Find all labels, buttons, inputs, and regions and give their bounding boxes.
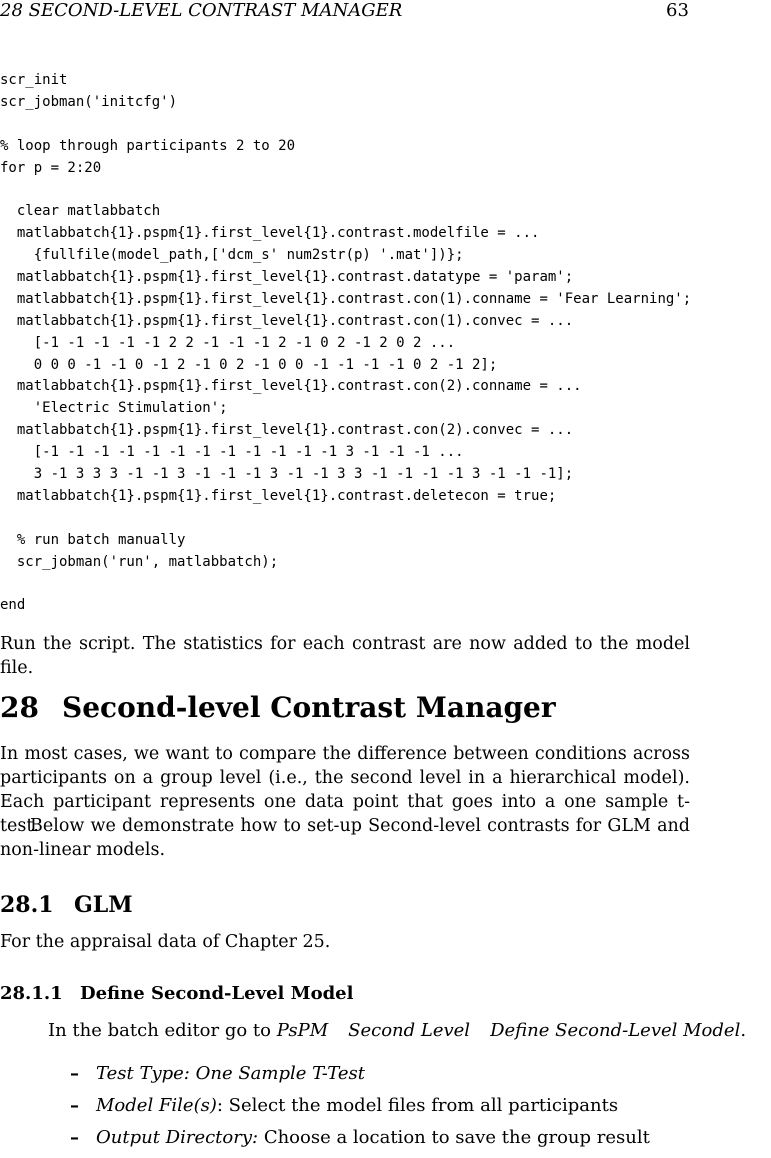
glm-paragraph: For the appraisal data of Chapter 25.	[0, 932, 331, 952]
page-number: 63	[666, 0, 689, 21]
list-item	[70, 1062, 650, 1094]
batch-nav-prefix: In the batch editor go to	[48, 1020, 277, 1041]
subsection-number: 28.1	[0, 892, 54, 918]
subsubsection-number: 28.1.1	[0, 983, 63, 1004]
code-line: 0 0 0 -1 -1 0 -1 2 -1 0 2 -1 0 0 -1 -1 -1 -1 0 2 -1 2];	[0, 356, 498, 373]
running-head: 28 SECOND-LEVEL CONTRAST MANAGER	[0, 0, 403, 21]
intro-paragraph: In most cases, we want to compare the difference between conditions across participants on a group level (i.e., the second level in a hierarchical model). Each participant represents one data point that goes into a one sample t-test.	[0, 744, 690, 836]
option-text: : Select the model files from all participants	[216, 1095, 619, 1116]
code-line: scr_jobman('initcfg')	[0, 93, 178, 110]
code-line: matlabbatch{1}.pspm{1}.first_level{1}.contrast.datatype = 'param';	[0, 269, 574, 286]
running-header	[0, 0, 771, 24]
code-line: [-1 -1 -1 -1 -1 -1 -1 -1 -1 -1 -1 -1 3 -1 -1 -1 ...	[0, 444, 464, 461]
menu-path-second-level: Second Level	[348, 1020, 471, 1041]
code-line: for p = 2:20	[0, 159, 102, 176]
option-label: Model File(s)	[96, 1095, 217, 1116]
option-text: Choose a location to save the group result	[258, 1127, 650, 1148]
matlab-code-block	[0, 70, 691, 617]
code-line	[0, 573, 691, 595]
section-number: 28	[0, 691, 39, 724]
code-line: matlabbatch{1}.pspm{1}.first_level{1}.contrast.con(1).conname = 'Fear Learning';	[0, 290, 692, 307]
code-line: {fullfile(model_path,['dcm_s' num2str(p) '.mat'])};	[0, 247, 464, 264]
code-line: clear matlabbatch	[0, 203, 161, 220]
code-line: matlabbatch{1}.pspm{1}.first_level{1}.contrast.modelfile = ...	[0, 225, 540, 242]
code-line: matlabbatch{1}.pspm{1}.first_level{1}.contrast.con(2).conname = ...	[0, 378, 582, 395]
list-item	[70, 1094, 650, 1126]
option-label: Test Type: One Sample T-Test	[96, 1063, 365, 1084]
batch-editor-path	[48, 1019, 746, 1043]
dash-bullet: –	[70, 1063, 79, 1084]
subsubsection-heading	[0, 982, 353, 1006]
code-line	[0, 179, 691, 201]
code-line	[0, 114, 691, 136]
code-line: % loop through participants 2 to 20	[0, 137, 296, 154]
run-script-paragraph: Run the script. The statistics for each contrast are now added to the model file.	[0, 634, 690, 678]
code-line: % run batch manually	[0, 531, 186, 548]
section-heading	[0, 688, 556, 728]
code-line: matlabbatch{1}.pspm{1}.first_level{1}.contrast.con(1).convec = ...	[0, 312, 574, 329]
dash-bullet: –	[70, 1095, 79, 1116]
code-line: matlabbatch{1}.pspm{1}.first_level{1}.contrast.con(2).convec = ...	[0, 422, 574, 439]
code-line: scr_jobman('run', matlabbatch);	[0, 553, 279, 570]
code-line: scr_init	[0, 72, 68, 88]
code-line: 'Electric Stimulation';	[0, 400, 228, 417]
batch-nav-suffix: .	[740, 1020, 747, 1041]
subsection-heading	[0, 890, 133, 920]
code-line: 3 -1 3 3 3 -1 -1 3 -1 -1 -1 3 -1 -1 3 3 -1 -1 -1 -1 3 -1 -1 -1];	[0, 466, 574, 483]
options-list	[70, 1062, 650, 1158]
menu-path-pspm: PsPM	[276, 1020, 329, 1041]
code-line	[0, 508, 691, 530]
intro-paragraph-2: Below we demonstrate how to set-up Second-level contrasts for GLM and non-linear models.	[0, 816, 690, 860]
subsection-title: GLM	[74, 892, 133, 918]
menu-path-define-model: Define Second-Level Model	[490, 1020, 741, 1041]
dash-bullet: –	[70, 1127, 79, 1148]
code-line: matlabbatch{1}.pspm{1}.first_level{1}.contrast.deletecon = true;	[0, 487, 557, 504]
list-item	[70, 1126, 650, 1158]
subsubsection-title: Define Second-Level Model	[80, 983, 354, 1004]
code-line: end	[0, 597, 26, 614]
option-label: Output Directory:	[96, 1127, 259, 1148]
code-line: [-1 -1 -1 -1 -1 2 2 -1 -1 -1 2 -1 0 2 -1 2 0 2 ...	[0, 334, 456, 351]
section-title: Second-level Contrast Manager	[62, 691, 556, 724]
